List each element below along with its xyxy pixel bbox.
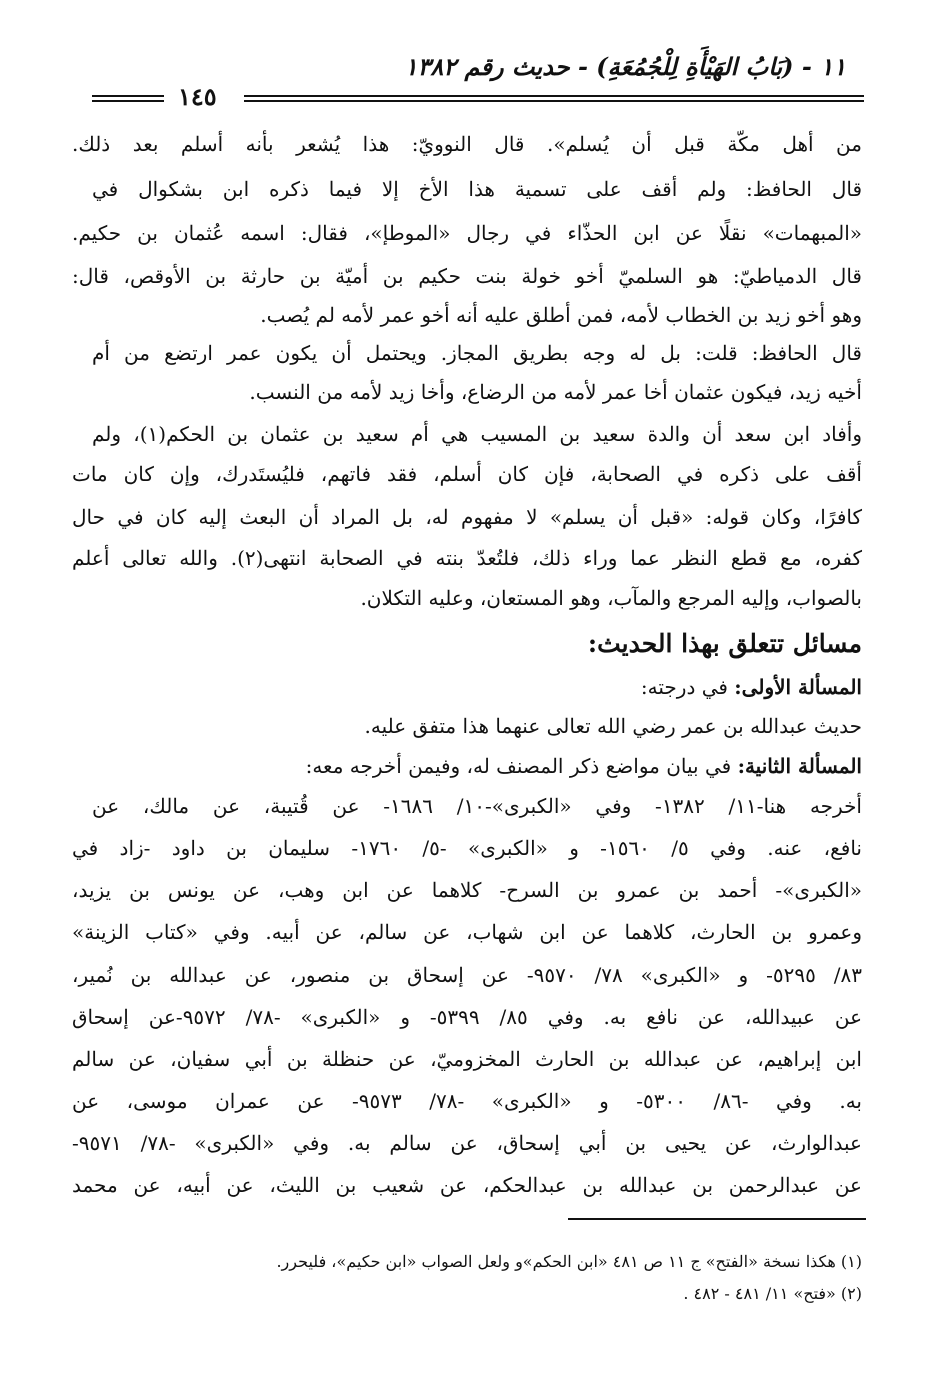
body-line: ٨٣/ ٥٢٩٥- و «الكبرى» ٧٨/ ٩٥٧٠- عن إسحاق بن منصور، عن عبدالله بن نُمير،: [72, 963, 862, 987]
body-line: أخيه زيد، فيكون عثمان أخا عمر لأمه من الرضاع، وأخا زيد لأمه من النسب.: [249, 380, 862, 404]
question-2-label: المسألة الثانية:: [737, 754, 862, 778]
footnote: (١) هكذا نسخة «الفتح» ج ١١ ص ٤٨١ «ابن الحكم»و ولعل الصواب «ابن حكيم»، فليحرر.: [276, 1252, 862, 1271]
footnote: (٢) «فتح» ١١/ ٤٨١ - ٤٨٢ .: [683, 1284, 862, 1303]
body-line: قال الدمياطيّ: هو السلميّ أخو خولة بنت حكيم بن أميّة بن حارثة بن الأوقص، قال:: [72, 264, 862, 288]
footnote-separator: [568, 1218, 866, 1220]
body-line: ابن إبراهيم، عن عبدالله بن الحارث المخزوميّ، عن حنظلة بن أبي سفيان، عن سالم: [72, 1047, 862, 1071]
question-2: [72, 751, 862, 781]
body-line: عن عبيدالله، عن نافع به. وفي ٨٥/ ٥٣٩٩- و «الكبرى» -٧٨/ ٩٥٧٢-عن إسحاق: [72, 1005, 862, 1029]
body-line: أخرجه هنا-١١/ ١٣٨٢- وفي «الكبرى»-١٠/ ١٦٨٦- عن قُتيبة، عن مالك، عن: [92, 794, 862, 818]
body-line: عن عبدالرحمن بن عبدالله بن عبدالحكم، عن شعيب بن الليث، عن أبيه، عن محمد: [72, 1173, 862, 1197]
body-line: وأفاد ابن سعد أن والدة سعيد بن المسيب هي أم سعيد بن عثمان بن الحكم(١)، ولم: [92, 422, 862, 446]
body-line: كافرًا، وكان قوله: «قبل أن يسلم» لا مفهوم له، بل المراد أن البعث إليه كان في حال: [72, 505, 862, 529]
body-line: من أهل مكّة قبل أن يُسلم». قال النوويّ: هذا يُشعر بأنه أسلم بعد ذلك.: [72, 132, 862, 156]
body-line: قال الحافظ: قلت: بل له وجه بطريق المجاز. ويحتمل أن يكون عمر ارتضع من أم: [92, 341, 862, 365]
body-line: نافع، عنه. وفي ٥/ ١٥٦٠- و «الكبرى» -٥/ ١٧٦٠- سليمان بن داود -زاد في: [72, 836, 862, 860]
body-line: كفره، مع قطع النظر عما وراء ذلك، فلتُعدّ بنته في الصحابة انتهى(٢). والله تعالى أعلم: [72, 546, 862, 570]
body-line: بالصواب، وإليه المرجع والمآب، وهو المستعان، وعليه التكلان.: [360, 586, 862, 610]
body-line: به. وفي -٨٦/ ٥٣٠٠- و «الكبرى» -٧٨/ ٩٥٧٣- عن عمران موسى، عن: [72, 1089, 862, 1113]
question-2-text: في بيان مواضع ذكر المصنف له، وفيمن أخرجه معه:: [305, 754, 732, 778]
question-1-label: المسألة الأولى:: [734, 675, 862, 699]
body-line: «الكبرى»- أحمد بن عمرو بن السرح- كلاهما عن ابن وهب، عن يونس بن يزيد،: [72, 878, 862, 902]
running-header-title: ١١ - (بَابُ الهَيْأَةِ لِلْجُمُعَةِ) - حديث رقم ١٣٨٢: [404, 52, 846, 81]
body-line: أقف على ذكره في الصحابة، فإن كان أسلم، فقد فاتهم، فليُستَدرك، وإن كان مات: [72, 462, 862, 486]
body-line: «المبهمات» نقلًا عن ابن الحذّاء في رجال «الموطإ»، فقال: اسمه عُثمان بن حكيم.: [72, 221, 862, 245]
question-1-text: في درجته:: [640, 675, 728, 699]
body-line: حديث عبدالله بن عمر رضي الله تعالى عنهما هذا متفق عليه.: [364, 714, 862, 738]
body-line: وعمرو بن الحارث، كلاهما عن ابن شهاب، عن سالم، عن أبيه. وفي «كتاب الزينة»: [72, 920, 862, 944]
page-number: ١٤٥: [178, 82, 217, 111]
body-line: قال الحافظ: ولم أقف على تسمية هذا الأخ إلا فيما ذكره ابن بشكوال في: [92, 177, 863, 201]
body-line: عبدالوارث، عن يحيى بن أبي إسحاق، عن سالم به. وفي «الكبرى» -٧٨/ ٩٥٧١-: [72, 1131, 862, 1155]
question-1: [72, 672, 862, 702]
body-line: وهو أخو زيد بن الخطاب لأمه، فمن أطلق عليه أنه أخو عمر لأمه لم يُصب.: [260, 303, 862, 327]
section-heading: مسائل تتعلق بهذا الحديث:: [587, 629, 862, 658]
header-rule-short: [92, 95, 164, 102]
header-rule: [244, 95, 864, 102]
